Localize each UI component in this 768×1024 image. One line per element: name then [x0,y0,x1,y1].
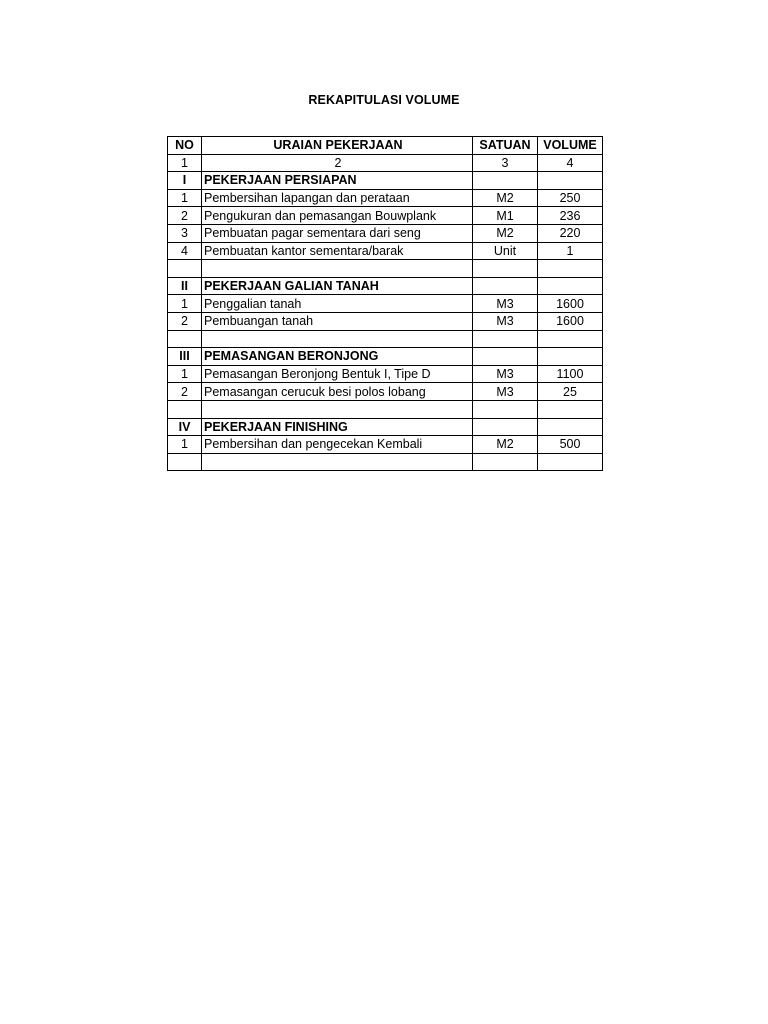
cell-uraian: PEMASANGAN BERONJONG [202,348,473,366]
cell-no: 1 [168,154,202,172]
cell-uraian [202,453,473,471]
cell-volume: 1100 [538,365,603,383]
cell-volume [538,277,603,295]
cell-no: 2 [168,383,202,401]
header-uraian-pekerjaan: URAIAN PEKERJAAN [202,137,473,155]
section-row [168,172,603,190]
table-body [168,137,603,471]
cell-volume: 500 [538,436,603,454]
cell-satuan: M3 [473,365,538,383]
cell-uraian: Penggalian tanah [202,295,473,313]
header-no: NO [168,137,202,155]
cell-no: 2 [168,207,202,225]
cell-uraian: Pembuatan pagar sementara dari seng [202,224,473,242]
cell-volume: 1600 [538,312,603,330]
cell-no: IV [168,418,202,436]
cell-volume [538,453,603,471]
cell-satuan [473,260,538,278]
cell-no: 2 [168,312,202,330]
cell-no [168,260,202,278]
cell-uraian [202,400,473,418]
cell-no: 4 [168,242,202,260]
cell-uraian: PEKERJAAN GALIAN TANAH [202,277,473,295]
cell-uraian: Pembuatan kantor sementara/barak [202,242,473,260]
cell-volume [538,330,603,348]
cell-satuan [473,418,538,436]
cell-volume [538,260,603,278]
table-row [168,383,603,401]
cell-no: 1 [168,295,202,313]
cell-no: II [168,277,202,295]
cell-uraian [202,330,473,348]
cell-satuan: M2 [473,436,538,454]
cell-satuan: M2 [473,189,538,207]
cell-volume: 4 [538,154,603,172]
cell-satuan: M3 [473,383,538,401]
cell-satuan [473,453,538,471]
volume-recap-table [167,136,603,471]
table-row [168,189,603,207]
table-header-row [168,137,603,155]
cell-no [168,330,202,348]
cell-uraian: Pemasangan cerucuk besi polos lobang [202,383,473,401]
cell-satuan: Unit [473,242,538,260]
table-row [168,207,603,225]
cell-volume: 1 [538,242,603,260]
cell-uraian: Pembersihan dan pengecekan Kembali [202,436,473,454]
table-row [168,365,603,383]
document-title: REKAPITULASI VOLUME [308,93,460,107]
cell-satuan: 3 [473,154,538,172]
table-row [168,312,603,330]
cell-volume: 1600 [538,295,603,313]
table-row [168,242,603,260]
blank-row [168,330,603,348]
section-row [168,418,603,436]
cell-uraian: PEKERJAAN FINISHING [202,418,473,436]
blank-row [168,400,603,418]
cell-no: I [168,172,202,190]
cell-volume: 220 [538,224,603,242]
cell-volume [538,418,603,436]
cell-no [168,453,202,471]
cell-uraian: Pemasangan Beronjong Bentuk I, Tipe D [202,365,473,383]
section-row [168,348,603,366]
blank-row [168,260,603,278]
cell-volume [538,348,603,366]
section-row [168,277,603,295]
cell-no: 1 [168,436,202,454]
cell-uraian: Pembuangan tanah [202,312,473,330]
cell-satuan [473,400,538,418]
cell-uraian: Pembersihan lapangan dan perataan [202,189,473,207]
cell-no [168,400,202,418]
blank-row [168,453,603,471]
cell-satuan: M3 [473,295,538,313]
cell-satuan [473,330,538,348]
cell-satuan: M2 [473,224,538,242]
table-row [168,295,603,313]
cell-satuan [473,348,538,366]
cell-satuan [473,172,538,190]
cell-uraian [202,260,473,278]
cell-volume [538,172,603,190]
cell-volume: 25 [538,383,603,401]
header-volume: VOLUME [538,137,603,155]
cell-volume [538,400,603,418]
column-index-row [168,154,603,172]
table-row [168,224,603,242]
cell-uraian: Pengukuran dan pemasangan Bouwplank [202,207,473,225]
cell-no: 1 [168,365,202,383]
cell-volume: 236 [538,207,603,225]
cell-satuan: M1 [473,207,538,225]
cell-no: 1 [168,189,202,207]
header-satuan: SATUAN [473,137,538,155]
cell-satuan [473,277,538,295]
cell-satuan: M3 [473,312,538,330]
cell-volume: 250 [538,189,603,207]
table-row [168,436,603,454]
cell-no: 3 [168,224,202,242]
cell-no: III [168,348,202,366]
cell-uraian: PEKERJAAN PERSIAPAN [202,172,473,190]
cell-uraian: 2 [202,154,473,172]
